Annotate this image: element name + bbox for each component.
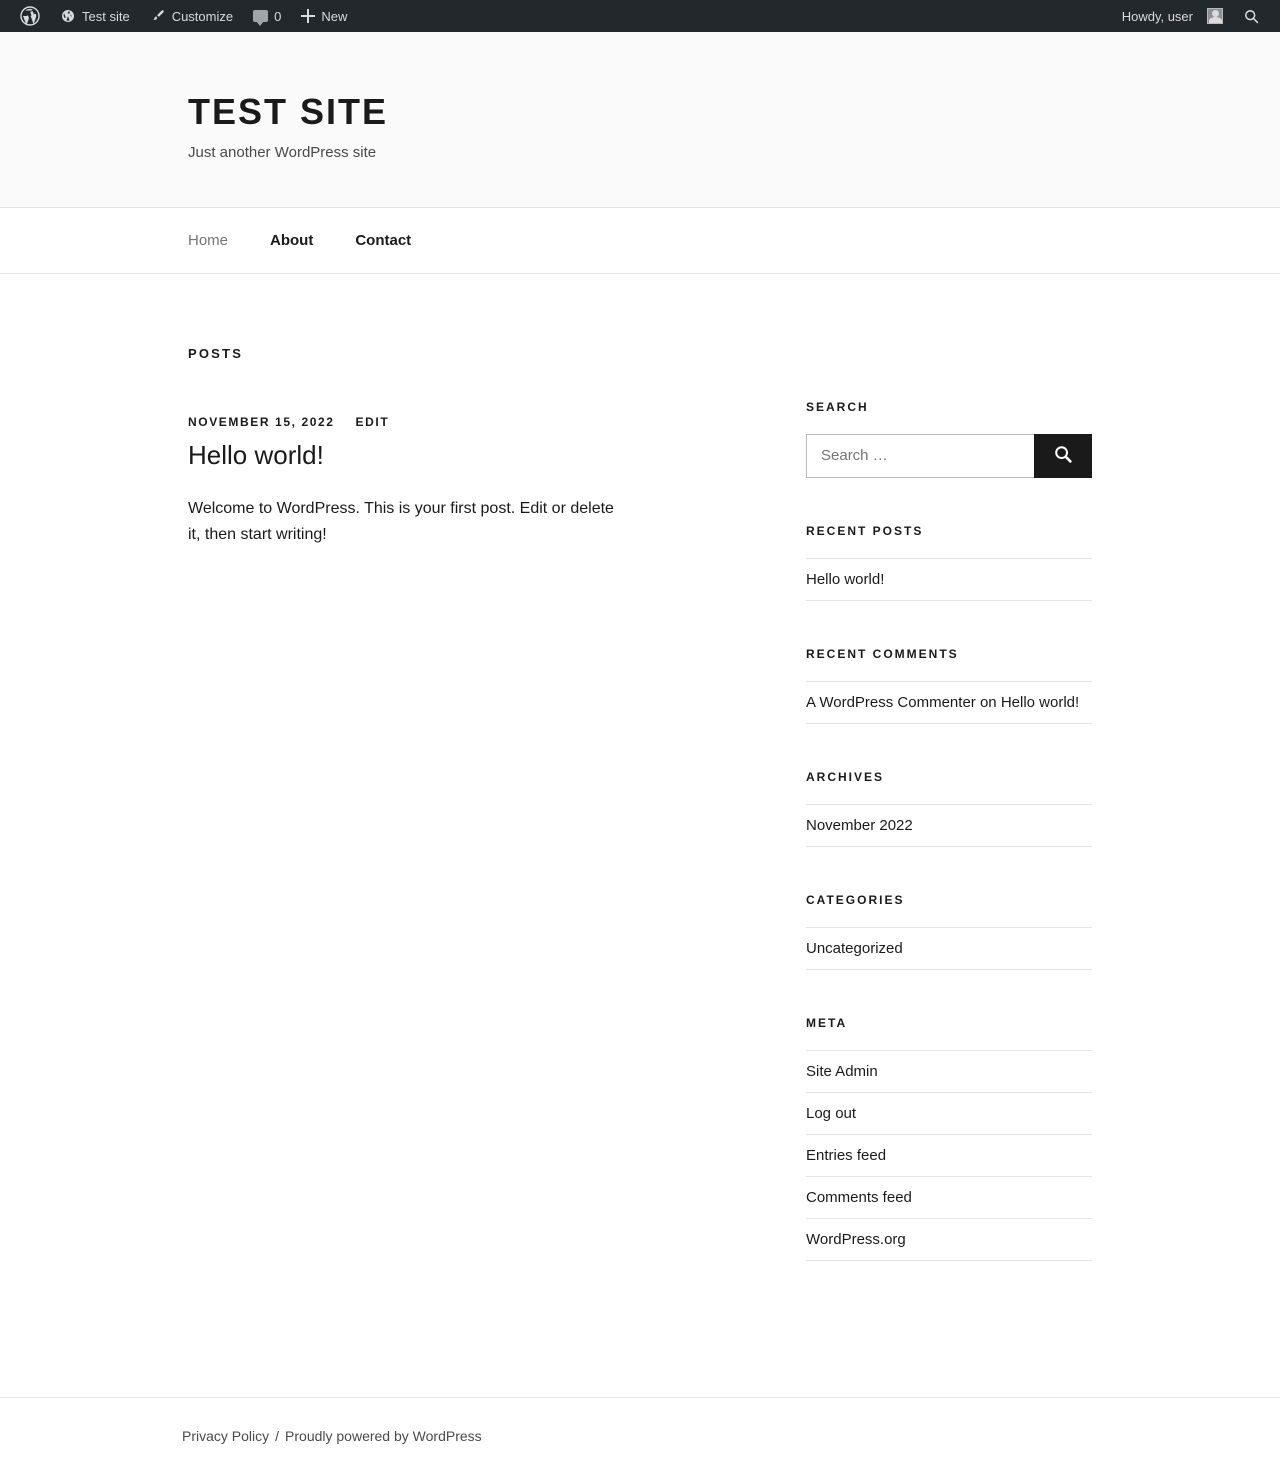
admin-bar-my-account[interactable] (1112, 0, 1233, 32)
widget-recent-posts-title: RECENT POSTS (806, 523, 924, 538)
list-item (806, 1050, 1092, 1092)
site-description: Just another WordPress site (188, 143, 377, 161)
admin-bar-right (1112, 0, 1270, 32)
widget-archives-title: ARCHIVES (806, 769, 885, 784)
post-content (188, 496, 620, 547)
nav-item-home[interactable]: Home (188, 231, 229, 249)
admin-bar-new[interactable] (291, 0, 357, 32)
page-title: POSTS (188, 345, 244, 361)
site-header (0, 32, 1280, 208)
post-meta (188, 415, 620, 429)
post-title-link[interactable]: Hello world! (188, 439, 324, 470)
meta-link-comments-feed[interactable]: Comments feed (806, 1188, 912, 1206)
meta-link-wordpress-org[interactable]: WordPress.org (806, 1230, 906, 1248)
recent-comments-list (806, 681, 1092, 724)
widget-meta (806, 1016, 1092, 1261)
meta-link-site-admin[interactable]: Site Admin (806, 1062, 878, 1080)
categories-list (806, 927, 1092, 970)
archive-link[interactable]: November 2022 (806, 816, 913, 834)
recent-posts-list (806, 558, 1092, 601)
house-icon (60, 8, 76, 24)
widget-recent-comments-title: RECENT COMMENTS (806, 646, 959, 661)
list-item (806, 558, 1092, 601)
admin-bar-new-label: New (321, 8, 348, 24)
sidebar (806, 346, 1092, 1307)
widget-search-title: SEARCH (806, 399, 869, 414)
footer-separator: / (275, 1427, 280, 1444)
list-item (806, 927, 1092, 970)
search-submit-button[interactable] (1034, 434, 1092, 478)
footer-credit-link[interactable]: Proudly powered by WordPress (285, 1427, 482, 1444)
category-link[interactable]: Uncategorized (806, 939, 903, 957)
nav-item-about[interactable]: About (270, 231, 314, 249)
comment-on-text: on (975, 693, 1001, 711)
admin-bar-site-name[interactable] (50, 0, 140, 32)
archives-list (806, 804, 1092, 847)
widget-categories-title: CATEGORIES (806, 892, 905, 907)
wordpress-logo-icon (20, 6, 40, 26)
list-item (806, 1134, 1092, 1176)
primary-navigation (0, 208, 1280, 274)
search-form (806, 434, 1092, 478)
avatar (1207, 8, 1223, 24)
comment-author: A WordPress Commenter (806, 693, 976, 711)
meta-list (806, 1050, 1092, 1261)
meta-link-log-out[interactable]: Log out (806, 1104, 857, 1122)
footer-privacy-policy-link[interactable]: Privacy Policy (182, 1427, 270, 1444)
admin-bar-left (10, 0, 357, 32)
comment-post-link[interactable]: Hello world! (1000, 693, 1080, 711)
admin-bar-customize-label: Customize (171, 8, 234, 24)
admin-bar-site-name-label: Test site (82, 8, 130, 24)
list-item (806, 1218, 1092, 1261)
meta-link-entries-feed[interactable]: Entries feed (806, 1146, 887, 1164)
search-icon (1053, 444, 1073, 467)
plus-icon (301, 9, 315, 23)
wordpress-logo-button[interactable] (10, 0, 50, 32)
admin-bar-howdy-label: Howdy, user (1121, 8, 1193, 24)
post-excerpt: Welcome to WordPress. This is your first post. Edit or delete it, then start writing! (188, 500, 614, 543)
search-input[interactable] (806, 434, 1034, 478)
nav-item-contact[interactable]: Contact (355, 231, 412, 249)
recent-post-link[interactable]: Hello world! (806, 570, 885, 588)
post-title (188, 439, 620, 473)
widget-meta-title: META (806, 1015, 848, 1030)
list-item (806, 804, 1092, 847)
admin-bar-comments-count: 0 (274, 8, 282, 24)
widget-search (806, 400, 1092, 478)
paintbrush-icon (150, 8, 166, 24)
comment-bubble-icon (253, 10, 268, 22)
widget-categories (806, 893, 1092, 970)
content-area (0, 274, 1280, 1307)
widget-recent-comments (806, 647, 1092, 724)
site-title[interactable]: TEST SITE (188, 91, 389, 132)
search-icon (1243, 8, 1260, 25)
admin-bar (0, 0, 1280, 32)
admin-bar-comments[interactable] (243, 0, 291, 32)
primary-column (188, 346, 620, 548)
list-item (806, 1092, 1092, 1134)
widget-recent-posts (806, 524, 1092, 601)
widget-archives (806, 770, 1092, 847)
list-item (806, 1176, 1092, 1218)
post-edit-link[interactable]: EDIT (355, 414, 390, 429)
list-item (806, 681, 1092, 724)
admin-bar-customize[interactable] (140, 0, 243, 32)
admin-bar-search-button[interactable] (1233, 0, 1270, 32)
post-date-link[interactable]: NOVEMBER 15, 2022 (188, 414, 335, 429)
site-footer (0, 1397, 1280, 1484)
post-article (188, 415, 620, 548)
